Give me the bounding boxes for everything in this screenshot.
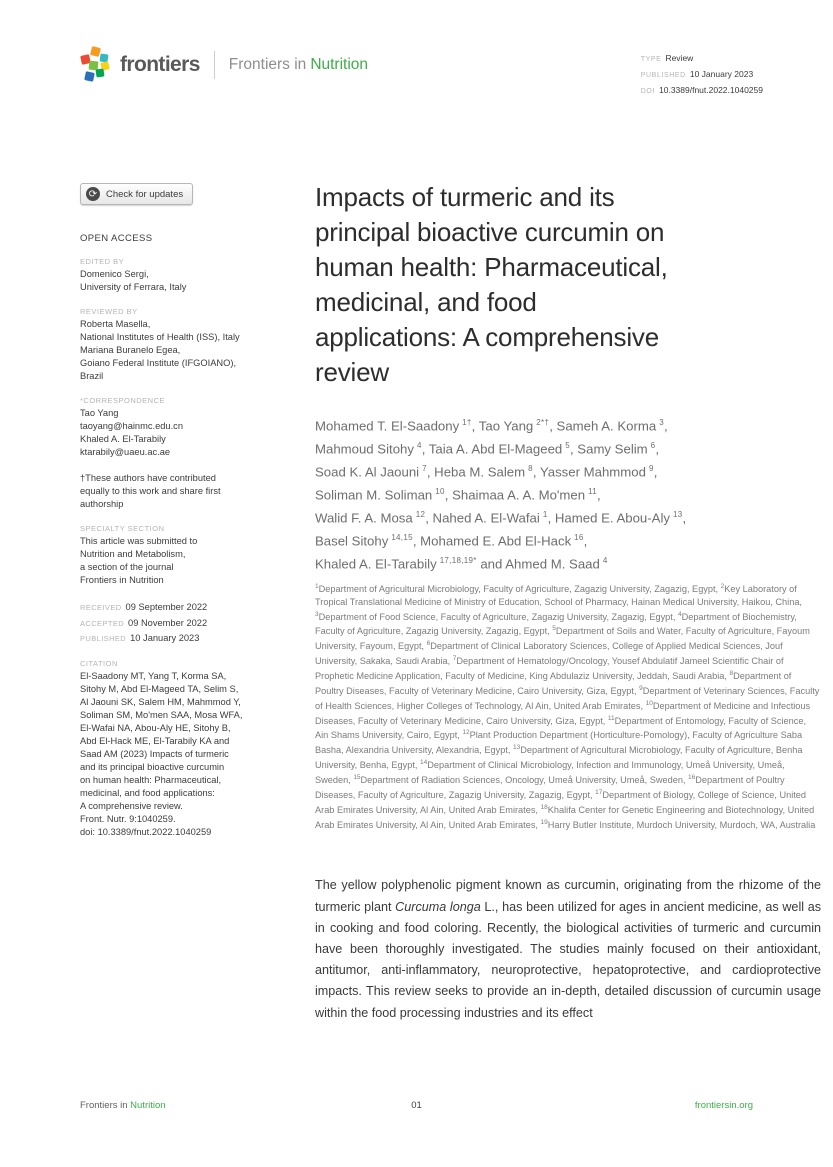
text: , Sameh A. Korma xyxy=(549,418,657,434)
superscript: 4 xyxy=(416,440,422,450)
meta-label: PUBLISHED xyxy=(640,72,686,79)
text: Khaled A. El-Tarabily xyxy=(315,556,437,572)
meta-value: 09 November 2022 xyxy=(128,617,208,628)
line: Roberta Masella, xyxy=(80,319,151,329)
text: The yellow polyphenolic pigment known as curcumin, originating from the rhizome of the turmeric plant xyxy=(315,878,821,914)
superscript: 1† xyxy=(462,418,472,427)
author-line xyxy=(315,413,821,436)
check-for-updates-label: Check for updates xyxy=(106,188,184,200)
superscript: 8 xyxy=(528,463,533,473)
line: medicinal, and food applications: xyxy=(80,787,215,798)
superscript: 17,18,19* xyxy=(439,555,477,565)
superscript: 9 xyxy=(639,684,643,692)
meta-label: ACCEPTED xyxy=(80,618,125,628)
author-line xyxy=(315,459,821,482)
text: Department of Hematology/Oncology, Yousef Abdulatif Jameel Scientific Chair of Prophetic Medicine Application, Faculty of Medicine, King Abdulaziz University, Jeddah, Saudi Arabia, xyxy=(315,656,784,682)
brand xyxy=(78,46,368,84)
meta-label: TYPE xyxy=(640,56,662,63)
line: Front. Nutr. 9:1040259. xyxy=(80,813,176,824)
text: , xyxy=(653,464,658,480)
section-label: CITATION xyxy=(80,658,118,668)
section-citation xyxy=(80,659,298,839)
section-lines xyxy=(80,535,298,587)
line: Khaled A. El-Tarabily xyxy=(80,434,166,444)
section-reviewed-by xyxy=(80,307,298,383)
frontiers-logo-icon xyxy=(78,46,112,84)
line: Tao Yang xyxy=(80,408,119,418)
meta-row xyxy=(80,599,298,615)
text: Department of Radiation Sciences, Oncology, Umeå University, Umeå, Sweden, xyxy=(360,775,689,786)
section-specialty xyxy=(80,524,298,587)
text: , Shaimaa A. A. Mo'men xyxy=(444,487,586,503)
line: Al Jaouni SK, Salem HM, Mahmmod Y, xyxy=(80,696,241,707)
text: , xyxy=(583,533,588,549)
author-line xyxy=(315,482,821,505)
line: A comprehensive review. xyxy=(80,800,183,811)
line: University of Ferrara, Italy xyxy=(80,282,187,292)
text: Department of Biology, College of Science, United Arab Emirates University, Al Ain, United Arab Emirates, xyxy=(315,789,807,815)
text: Department of Agricultural Microbiology, Faculty of Agriculture, Zagazig University, Zagazig, Egypt, xyxy=(318,583,721,594)
header xyxy=(78,46,763,98)
superscript: 14,15 xyxy=(391,532,413,542)
text: Department of Agricultural Microbiology, Faculty of Agriculture, Benha University, Benha, Egypt, xyxy=(315,745,803,771)
text: Mahmoud Sitohy xyxy=(315,441,414,457)
footer xyxy=(80,1100,753,1111)
superscript: 1 xyxy=(542,509,548,519)
text: Basel Sitohy xyxy=(315,533,389,549)
superscript: 5 xyxy=(565,440,570,450)
line: National Institutes of Health (ISS), Italy xyxy=(80,332,240,342)
text: Department of Poultry Diseases, Faculty of Veterinary Medicine, Cairo University, Giza, Egypt, xyxy=(315,671,792,696)
journal-name: Nutrition xyxy=(310,56,369,73)
line: medicinal, and food xyxy=(315,287,537,317)
line: This article was submitted to xyxy=(80,536,198,546)
superscript: 4 xyxy=(677,610,682,618)
text: Soliman M. Soliman xyxy=(315,487,433,503)
meta-row xyxy=(80,630,298,646)
superscript: 10 xyxy=(435,486,445,496)
footer-journal xyxy=(80,1100,304,1111)
superscript: 18 xyxy=(540,803,548,811)
superscript: 2*† xyxy=(536,418,550,427)
page-number: 01 xyxy=(411,1100,422,1111)
section-correspondence xyxy=(80,396,298,459)
text: Department of Clinical Microbiology, Infection and Immunology, Umeå University, Umeå, Sweden, xyxy=(315,760,785,786)
line: applications: A comprehensive xyxy=(315,322,659,352)
line: Frontiers in Nutrition xyxy=(80,575,164,585)
superscript: 12 xyxy=(462,729,470,737)
line: Saad AM (2023) Impacts of turmeric xyxy=(80,748,229,759)
text: , xyxy=(682,510,687,526)
line: Brazil xyxy=(80,371,104,381)
open-access-badge: OPEN ACCESS xyxy=(80,233,153,244)
italic-text: Curcuma longa xyxy=(395,899,481,914)
superscript: 13 xyxy=(512,744,521,752)
footer-site-link[interactable]: frontiersin.org xyxy=(694,1100,753,1111)
superscript: 10 xyxy=(645,699,653,707)
section-label: REVIEWED BY xyxy=(80,307,138,316)
superscript: 13 xyxy=(672,509,683,519)
text: Department of Entomology, Faculty of Science, Ain Shams University, Cairo, Egypt, xyxy=(315,715,806,741)
line[interactable]: ktarabily@uaeu.ac.ae xyxy=(80,447,171,457)
text: , Samy Selim xyxy=(569,441,648,457)
line: Soliman SM, Mo'men SAA, Mosa WFA, xyxy=(80,709,243,720)
line: Abd El-Hack ME, El-Tarabily KA and xyxy=(80,735,230,746)
meta-label: PUBLISHED xyxy=(80,634,127,643)
author-line xyxy=(315,528,821,551)
line: Domenico Sergi, xyxy=(80,269,149,279)
text: , Heba M. Salem xyxy=(426,464,526,480)
text: , xyxy=(655,441,660,457)
superscript: 6 xyxy=(650,440,656,450)
meta-value: 10 January 2023 xyxy=(689,69,754,79)
crossmark-circle-icon: ⟳ xyxy=(86,187,100,201)
superscript: 7 xyxy=(452,655,457,663)
text: Walid F. A. Mosa xyxy=(315,510,413,526)
article-title xyxy=(315,180,821,390)
meta-value: 09 September 2022 xyxy=(125,602,208,612)
line: Nutrition and Metabolism, xyxy=(80,549,186,559)
line: Goiano Federal Institute (IFGOIANO), xyxy=(80,358,237,368)
superscript: 7 xyxy=(422,463,427,473)
superscript: 12 xyxy=(415,509,426,519)
line: human health: Pharmaceutical, xyxy=(315,252,668,282)
section-label: *CORRESPONDENCE xyxy=(80,396,166,405)
superscript: 3 xyxy=(659,418,664,427)
text: L., has been utilized for ages in ancient medicine, as well as in cooking and food coloring. Recently, the biological activities of turmeric and curcumin have been thoroughly investigated. The studies mainly focused on their antioxidant, antitumor, anti-inflammatory, neuroprotective, hepatoprotective, and cardioprotective impacts. This review seeks to provide an in-depth, detailed discussion of curcumin usage within the food processing industries and its effect xyxy=(315,899,822,1020)
line: and its principal bioactive curcumin xyxy=(80,761,225,772)
superscript: 3 xyxy=(315,610,319,618)
line: on human health: Pharmaceutical, xyxy=(80,774,222,785)
text: Department of Biochemistry, Faculty of Agriculture, Zagazig University, Zagazig, Egypt, xyxy=(315,611,797,637)
line[interactable]: taoyang@hainmc.edu.cn xyxy=(80,421,183,431)
header-divider xyxy=(214,51,215,79)
superscript: 9 xyxy=(648,463,654,473)
section-label: SPECIALTY SECTION xyxy=(80,524,165,533)
meta-label: DOI xyxy=(640,88,655,95)
journal-title xyxy=(229,56,368,74)
section-lines xyxy=(80,268,298,294)
text: , xyxy=(663,418,668,434)
line: Sitohy M, Abd El-Mageed TA, Selim S, xyxy=(80,683,239,694)
author-list xyxy=(315,413,821,574)
text: , Tao Yang xyxy=(471,418,534,434)
meta-row xyxy=(641,66,763,82)
text: Department of Poultry Diseases, Faculty of Agriculture, Zagazig University, Zagazig, Egypt, xyxy=(315,775,785,800)
line: El-Wafai NA, Abou-Aly HE, Sitohy B, xyxy=(80,722,231,733)
journal-prefix: Frontiers in xyxy=(228,56,307,73)
superscript: 16 xyxy=(574,532,584,542)
text: , Mohamed E. Abd El-Hack xyxy=(412,533,572,549)
text: Department of Clinical Laboratory Sciences, College of Applied Medical Sciences, Jouf University, Sakaka, Saudi Arabia, xyxy=(315,641,783,667)
author-line xyxy=(315,505,821,528)
superscript: 2 xyxy=(720,582,725,590)
section-lines xyxy=(80,318,298,383)
superscript: 4 xyxy=(602,555,608,565)
text: and Ahmed M. Saad xyxy=(476,556,600,572)
author-line xyxy=(315,551,821,574)
section-edited-by xyxy=(80,257,298,294)
section-label: EDITED BY xyxy=(80,257,125,266)
check-for-updates-button[interactable] xyxy=(80,183,193,205)
article-meta xyxy=(641,46,763,98)
superscript: 11 xyxy=(607,714,615,722)
author-line xyxy=(315,436,821,459)
superscript: 11 xyxy=(588,486,597,496)
text: Department of Soils and Water, Faculty of Agriculture, Fayoum University, Fayoum, Egypt, xyxy=(315,626,810,652)
superscript: 1 xyxy=(315,582,319,590)
line: equally to this work and share first xyxy=(80,486,221,496)
text: Department of Veterinary Sciences, Faculty of Health Sciences, Higher Colleges of Technology, Al Ain, United Arab Emirates, xyxy=(315,685,820,711)
meta-row xyxy=(641,50,763,66)
superscript: 6 xyxy=(426,640,431,648)
text: , Taia A. Abd El-Mageed xyxy=(421,441,563,457)
equal-contribution-footnote xyxy=(80,472,298,511)
line: El-Saadony MT, Yang T, Korma SA, xyxy=(80,670,227,681)
main-column xyxy=(315,180,821,1024)
line: authorship xyxy=(80,499,124,509)
line: a section of the journal xyxy=(80,562,174,572)
text: Plant Production Department (Horticulture-Pomology), Faculty of Agriculture Saba Basha, Alexandria University, Alexandria, Egypt, xyxy=(315,730,803,756)
text: Department of Medicine and Infectious Diseases, Faculty of Veterinary Medicine, Cairo University, Giza, Egypt, xyxy=(315,700,811,726)
citation-lines xyxy=(80,670,298,839)
section-lines xyxy=(80,407,298,459)
superscript: 8 xyxy=(729,669,734,677)
text: , Hamed E. Abou-Aly xyxy=(547,510,670,526)
text: , Nahed A. El-Wafai xyxy=(425,510,540,526)
superscript: 14 xyxy=(420,759,428,767)
meta-value: Review xyxy=(665,53,694,63)
abstract-text xyxy=(315,875,821,1023)
superscript: 19 xyxy=(540,818,548,826)
line: principal bioactive curcumin on xyxy=(315,217,665,247)
text: Harry Butler Institute, Murdoch University, Murdoch, WA, Australia xyxy=(547,819,816,830)
text: , xyxy=(597,487,601,503)
text: Khalifa Center for Genetic Engineering and Biotechnology, United Arab Emirates University, Al Ain, United Arab Emirates, xyxy=(315,804,815,830)
affiliations xyxy=(315,581,821,832)
footer-journal-name: Nutrition xyxy=(130,1100,166,1111)
text: Department of Food Science, Faculty of Agriculture, Zagazig University, Zagazig, Egypt, xyxy=(318,611,678,622)
meta-value: 10 January 2023 xyxy=(130,633,200,643)
superscript: 17 xyxy=(595,788,603,796)
superscript: 16 xyxy=(688,774,696,781)
meta-value[interactable]: 10.3389/fnut.2022.1040259 xyxy=(659,85,763,95)
line: doi: 10.3389/fnut.2022.1040259 xyxy=(80,826,212,837)
meta-label: RECEIVED xyxy=(80,603,122,612)
logo-wordmark: frontiers xyxy=(120,53,200,76)
sidebar xyxy=(80,183,298,839)
line: review xyxy=(315,357,389,387)
text: Soad K. Al Jaouni xyxy=(315,464,420,480)
superscript: 5 xyxy=(552,625,556,633)
meta-row xyxy=(80,615,298,631)
line: Mariana Buranelo Egea, xyxy=(80,345,181,355)
line: Impacts of turmeric and its xyxy=(315,182,615,212)
line: †These authors have contributed xyxy=(80,473,216,483)
meta-row xyxy=(641,82,763,98)
article-dates xyxy=(80,599,298,646)
footer-journal-prefix: Frontiers in xyxy=(80,1100,128,1111)
text: Key Laboratory of Tropical Translational Medicine of Ministry of Education, School of Pharmacy, Hainan Medical University, Haikou, China, xyxy=(315,583,802,607)
text: Mohamed T. El-Saadony xyxy=(315,418,460,434)
text: , Yasser Mahmmod xyxy=(532,464,646,480)
superscript: 15 xyxy=(353,774,361,781)
